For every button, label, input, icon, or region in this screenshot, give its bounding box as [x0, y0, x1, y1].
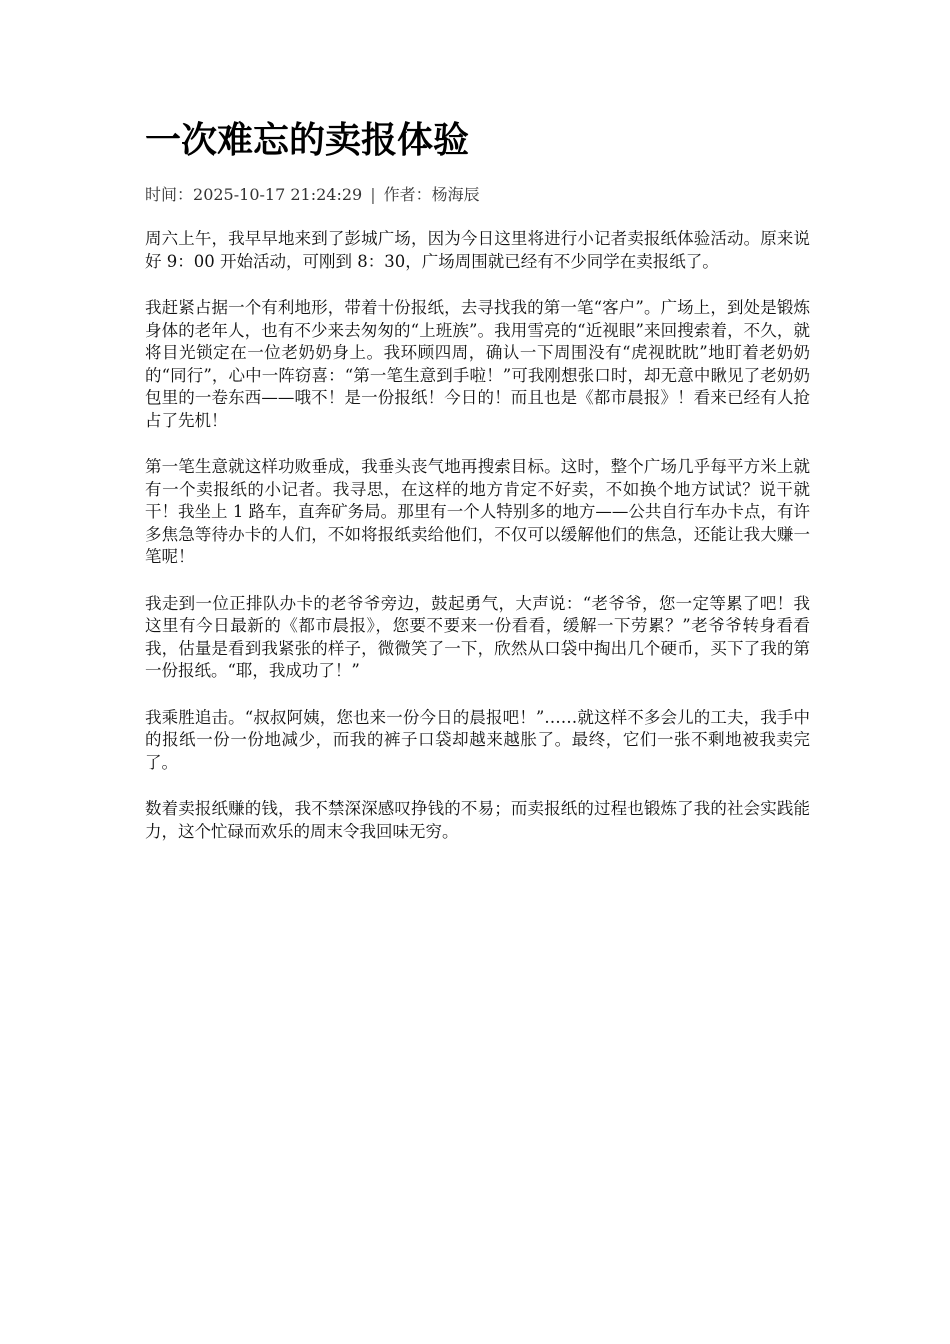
time-label: 时间：	[145, 185, 194, 204]
article-meta	[145, 183, 810, 207]
article-title: 一次难忘的卖报体验	[145, 120, 470, 161]
time-value: 2025-10-17 21:24:29	[193, 185, 363, 204]
article	[145, 112, 810, 867]
author-label: 作者：	[383, 185, 432, 204]
paragraph-4: 我走到一位正排队办卡的老爷爷旁边，鼓起勇气，大声说：“老爷爷，您一定等累了吧！我这里有今日最新的《都市晨报》，您要不要来一份看看，缓解一下劳累？”老爷爷转身看看我，估量是看到我紧张的样子，微微笑了一下，欣然从口袋中掏出几个硬币，买下了我的第一份报纸。“耶，我成功了！”	[145, 593, 810, 680]
paragraph-5: 我乘胜追击。“叔叔阿姨，您也来一份今日的晨报吧！”……就这样不多会儿的工夫，我手中的报纸一份一份地减少，而我的裤子口袋却越来越胀了。最终，它们一张不剩地被我卖完了。	[145, 707, 810, 772]
paragraph-6: 数着卖报纸赚的钱，我不禁深深感叹挣钱的不易；而卖报纸的过程也锻炼了我的社会实践能力，这个忙碌而欢乐的周末令我回味无穷。	[145, 799, 810, 841]
paragraph-3: 第一笔生意就这样功败垂成，我垂头丧气地再搜索目标。这时，整个广场几乎每平方米上就有一个卖报纸的小记者。我寻思，在这样的地方肯定不好卖，不如换个地方试试？说干就干！我坐上 1 路车，直奔矿务局。那里有一个人特别多的地方——公共自行车办卡点，有许多焦急等待办卡的人们，不如将报纸卖给他们，不仅可以缓解他们的焦急，还能让我大赚一笔呢！	[145, 457, 810, 566]
article-body	[145, 228, 810, 843]
author-value: 杨海辰	[431, 185, 480, 204]
meta-separator: |	[370, 185, 376, 204]
paragraph-2: 我赶紧占据一个有利地形，带着十份报纸，去寻找我的第一笔“客户”。广场上，到处是锻炼身体的老年人，也有不少来去匆匆的“上班族”。我用雪亮的“近视眼”来回搜索着，不久，就将目光锁定在一位老奶奶身上。我环顾四周，确认一下周围没有“虎视眈眈”地盯着老奶奶的“同行”，心中一阵窃喜：“第一笔生意到手啦！”可我刚想张口时，却无意中瞅见了老奶奶包里的一卷东西——哦不！是一份报纸！今日的！而且也是《都市晨报》！看来已经有人抢占了先机！	[145, 298, 810, 430]
paragraph-1: 周六上午，我早早地来到了彭城广场，因为今日这里将进行小记者卖报纸体验活动。原来说好 9：00 开始活动，可刚到 8：30，广场周围就已经有不少同学在卖报纸了。	[145, 229, 810, 271]
